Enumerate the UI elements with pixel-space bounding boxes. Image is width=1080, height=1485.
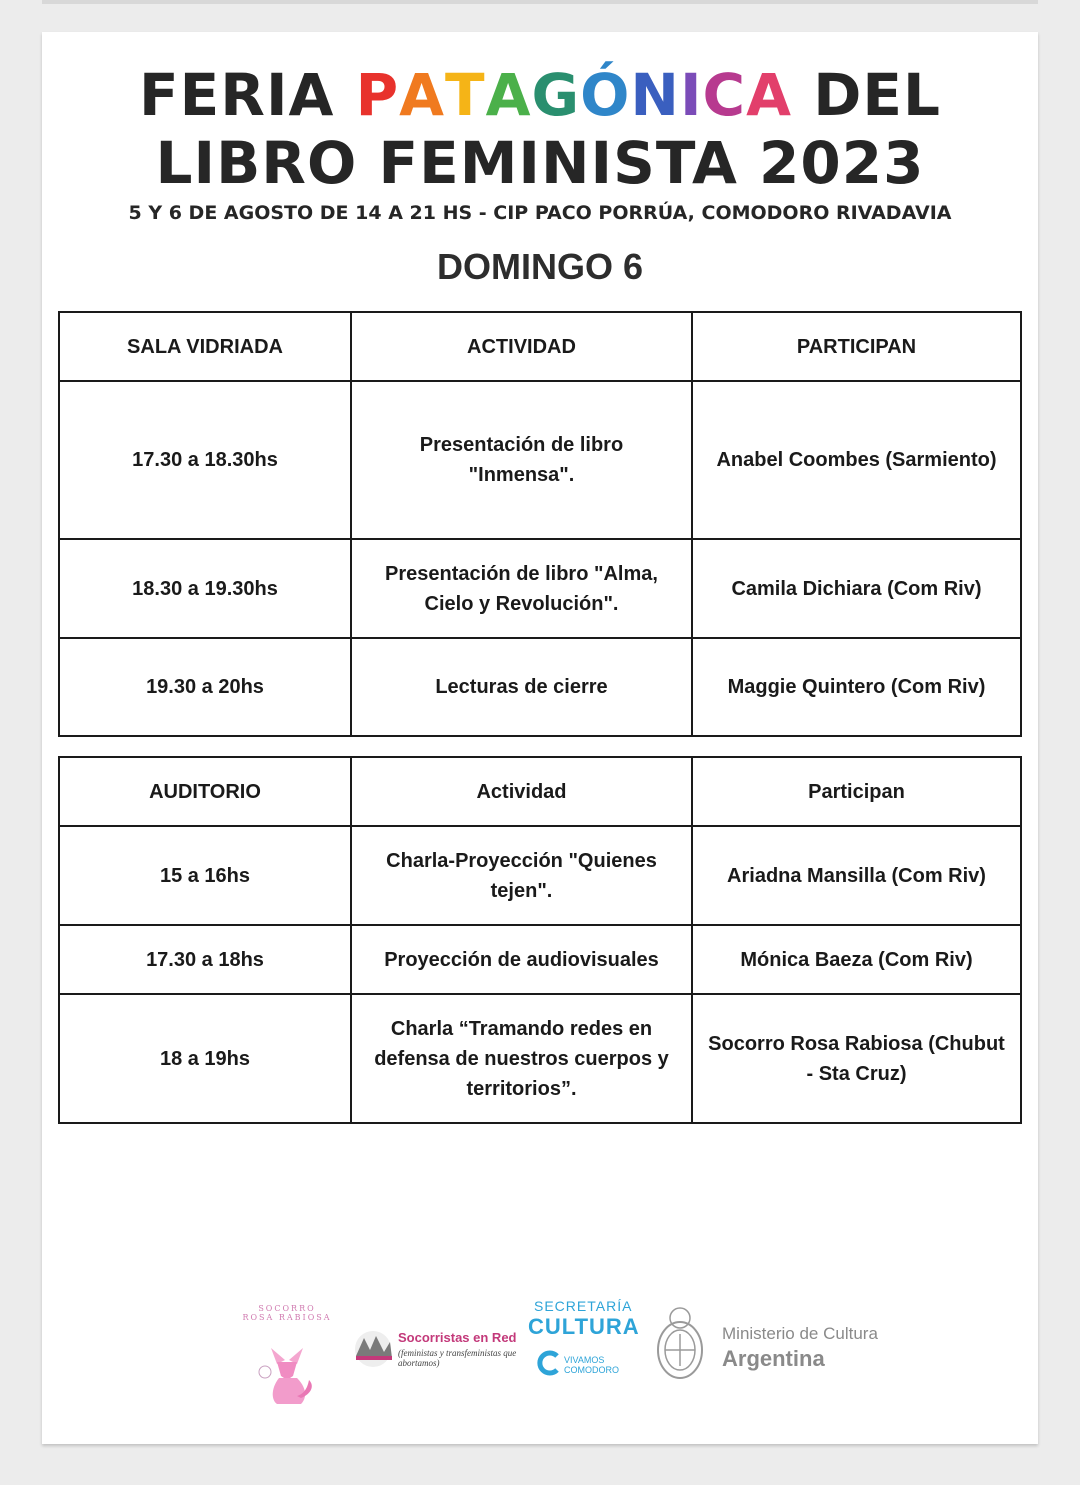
title-word-patagonica: [356, 61, 792, 129]
time-cell: 18.30 a 19.30hs: [59, 539, 351, 638]
table-row: [59, 826, 1021, 925]
activity-cell: Charla “Tramando redes en defensa de nuestros cuerpos y territorios”.: [351, 994, 692, 1123]
time-cell: 18 a 19hs: [59, 994, 351, 1123]
activity-cell: Charla-Proyección "Quienes tejen".: [351, 826, 692, 925]
participants-cell: Mónica Baeza (Com Riv): [692, 925, 1021, 994]
cultura-label: CULTURA: [528, 1314, 640, 1339]
activity-cell: Lecturas de cierre: [351, 638, 692, 736]
time-cell: 17.30 a 18.30hs: [59, 381, 351, 539]
flyer-page: [42, 32, 1038, 1444]
secretaria-label: SECRETARÍA: [534, 1298, 633, 1314]
title-word-feria: FERIA: [139, 61, 356, 129]
socorristas-en-red-logo: [350, 1326, 540, 1376]
socorristas-emblem-icon: [350, 1328, 396, 1370]
sponsor-logos: [42, 1294, 1038, 1414]
socorro-rosa-logo: [242, 1304, 332, 1414]
time-cell: 19.30 a 20hs: [59, 638, 351, 736]
title-letter: Ó: [580, 61, 631, 129]
activity-cell: Proyección de audiovisuales: [351, 925, 692, 994]
argentina-label: Argentina: [722, 1346, 825, 1371]
table-row: [59, 638, 1021, 736]
ministerio-cultura-logo: [652, 1304, 912, 1394]
title-line-2: LIBRO FEMINISTA 2023: [155, 129, 925, 197]
title-word-del: DEL: [792, 61, 941, 129]
comodoro-label: COMODORO: [564, 1365, 619, 1375]
participants-cell: Maggie Quintero (Com Riv): [692, 638, 1021, 736]
table-header-row: [59, 312, 1021, 381]
title-letter: A: [746, 61, 793, 129]
table-row: [59, 539, 1021, 638]
title-letter: G: [531, 61, 581, 129]
auditorio-table: [58, 756, 1022, 1124]
header-cell: AUDITORIO: [59, 757, 351, 826]
table-row: [59, 994, 1021, 1123]
fox-icon: [257, 1338, 317, 1408]
day-heading: DOMINGO 6: [436, 246, 643, 287]
event-subtitle: 5 Y 6 DE AGOSTO DE 14 A 21 HS - CIP PACO PORRÚA, COMODORO RIVADAVIA: [128, 202, 952, 224]
header-cell: ACTIVIDAD: [351, 312, 692, 381]
socorristas-title: Socorristas en Red: [398, 1330, 517, 1345]
vivamos-c-icon: [536, 1350, 562, 1376]
table-row: [59, 381, 1021, 539]
activity-cell: Presentación de libro "Inmensa".: [351, 381, 692, 539]
sala-vidriada-table: [58, 311, 1022, 737]
vivamos-label: VIVAMOS: [564, 1355, 605, 1365]
time-cell: 15 a 16hs: [59, 826, 351, 925]
title-letter: N: [630, 61, 680, 129]
ministerio-label: Ministerio de Cultura: [722, 1324, 878, 1343]
participants-cell: Socorro Rosa Rabiosa (Chubut - Sta Cruz): [692, 994, 1021, 1123]
header-cell: Actividad: [351, 757, 692, 826]
table-row: [59, 925, 1021, 994]
socorro-rosa-text: SOCORRO ROSA RABIOSA: [242, 1304, 332, 1322]
activity-cell: Presentación de libro "Alma, Cielo y Revolución".: [351, 539, 692, 638]
title-letter: I: [679, 61, 703, 129]
socorristas-subtitle: (feministas y transfeministas que abortamos): [398, 1348, 517, 1368]
header-cell: SALA VIDRIADA: [59, 312, 351, 381]
header-cell: PARTICIPAN: [692, 312, 1021, 381]
title-letter: A: [399, 61, 446, 129]
table-header-row: [59, 757, 1021, 826]
title-letter: A: [485, 61, 532, 129]
participants-cell: Anabel Coombes (Sarmiento): [692, 381, 1021, 539]
title-letter: C: [702, 61, 747, 129]
header-cell: Participan: [692, 757, 1021, 826]
title-letter: T: [445, 61, 486, 129]
participants-cell: Ariadna Mansilla (Com Riv): [692, 826, 1021, 925]
secretaria-cultura-logo: [528, 1298, 638, 1398]
time-cell: 17.30 a 18hs: [59, 925, 351, 994]
participants-cell: Camila Dichiara (Com Riv): [692, 539, 1021, 638]
title-letter: P: [355, 61, 400, 129]
top-edge: [42, 0, 1038, 4]
argentina-coat-of-arms-icon: [652, 1304, 708, 1384]
title-line-1: [42, 60, 1038, 130]
